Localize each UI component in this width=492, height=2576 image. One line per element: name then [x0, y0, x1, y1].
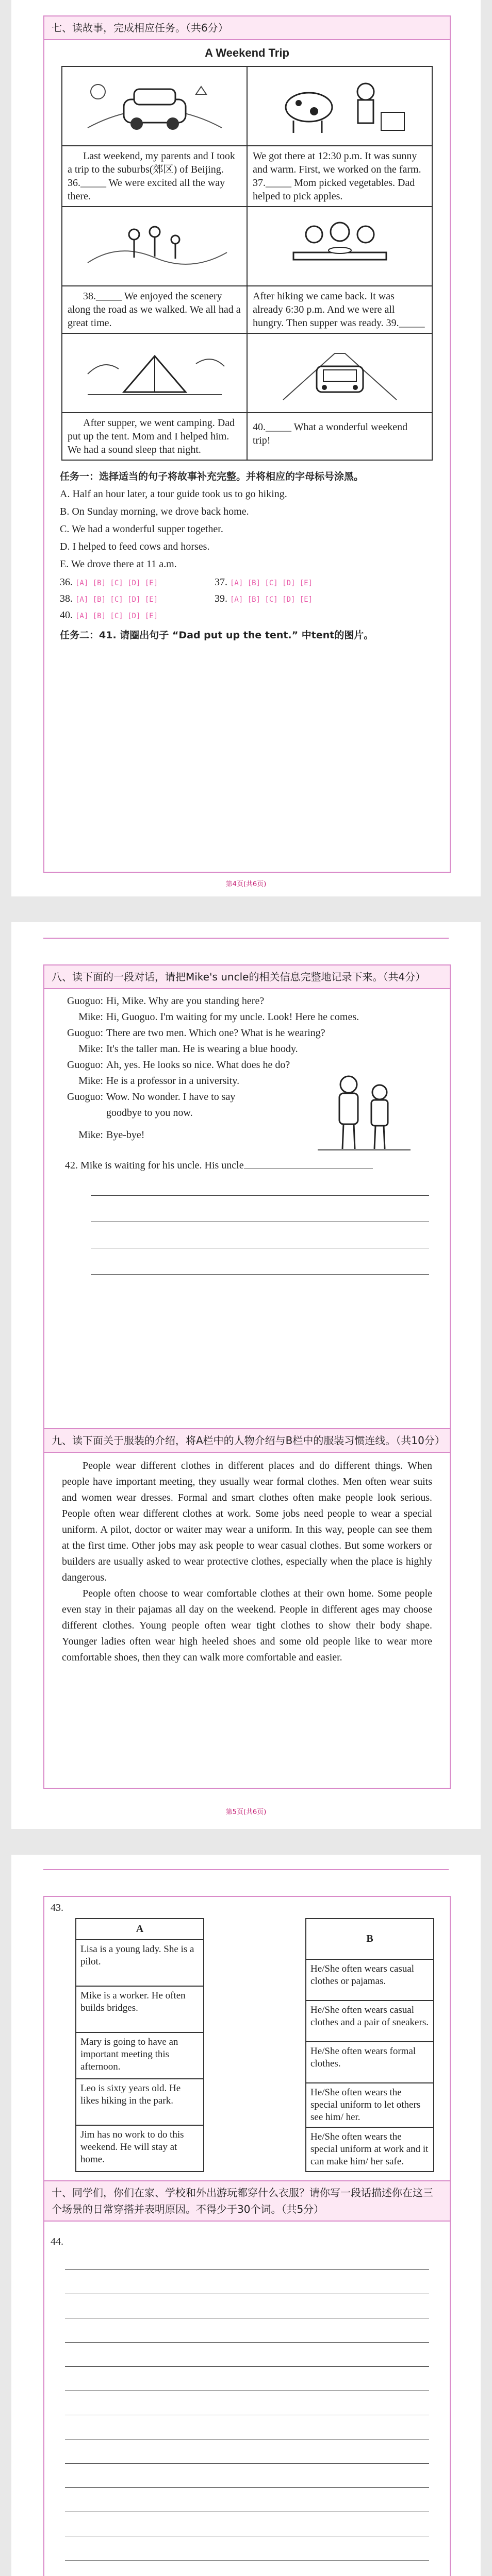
answer-40[interactable]: 40. [A] [B] [C] [D] [E]: [60, 609, 158, 621]
writing-line[interactable]: [65, 2398, 429, 2415]
section-7-frame: [43, 15, 451, 873]
writing-line[interactable]: [65, 2447, 429, 2464]
question-44: 44.: [51, 2236, 63, 2247]
column-b-table: [305, 1918, 434, 2172]
column-b-item[interactable]: He/She often wears the special uniform at work and it can make him/ her safe.: [306, 2127, 434, 2172]
answer-line[interactable]: [91, 1177, 429, 1196]
writing-line[interactable]: [65, 2277, 429, 2294]
column-a-item[interactable]: Jim has no work to do this weekend. He will stay at home.: [76, 2125, 204, 2172]
column-b-item[interactable]: He/She often wears formal clothes.: [306, 2042, 434, 2083]
dialogue-line: Guoguo: There are two men. Which one? What is he wearing?: [67, 1027, 325, 1039]
answer-38[interactable]: 38. [A] [B] [C] [D] [E]: [60, 593, 158, 604]
writing-line[interactable]: [65, 2471, 429, 2488]
answer-37[interactable]: 37. [A] [B] [C] [D] [E]: [215, 577, 313, 588]
top-rule: [43, 1869, 449, 1870]
task-1-title: 任务一：选择适当的句子将故事补充完整。并将相应的字母标号涂黑。: [60, 471, 364, 482]
section-9-title: 九、读下面关于服装的介绍，将A栏中的人物介绍与B栏中的服装习惯连线。（共10分）: [44, 1428, 450, 1453]
page-3: [11, 1855, 481, 2576]
story-cell-4: After hiking we came back. It was already 6:30 p.m. And we were all hungry. Then supper was ready. 39._____: [247, 286, 432, 333]
section-10-title: 十、同学们，你们在家、学校和外出游玩都穿什么衣服？请你写一段话描述你在这三个场景的日常穿搭并表明原因。不得少于30个词。（共5分）: [44, 2180, 450, 2222]
supper-picture: [247, 207, 432, 286]
writing-line[interactable]: [65, 2374, 429, 2391]
dialogue-line: Mike: It's the taller man. He is wearing a blue hoody.: [78, 1043, 298, 1055]
option-b: B. On Sunday morning, we drove back home.: [60, 506, 249, 517]
car-picture: [62, 66, 247, 146]
answer-blank[interactable]: [244, 1158, 373, 1168]
story-table: [61, 66, 433, 461]
writing-line[interactable]: [65, 2326, 429, 2343]
clothes-passage: [44, 1453, 450, 1673]
answer-line[interactable]: [91, 1203, 429, 1222]
tent-picture: [62, 333, 247, 413]
column-b-item[interactable]: He/She often wears the special uniform to let others see him/ her.: [306, 2083, 434, 2127]
two-men-picture: [313, 1066, 416, 1154]
section-8-frame: [43, 964, 451, 1430]
page-1: [11, 0, 481, 896]
option-e: E. We drove there at 11 a.m.: [60, 558, 177, 570]
answer-36[interactable]: 36. [A] [B] [C] [D] [E]: [60, 577, 158, 588]
writing-line[interactable]: [65, 2519, 429, 2536]
writing-line[interactable]: [65, 2350, 429, 2367]
page-number: 第4页(共6页): [225, 880, 267, 888]
writing-line[interactable]: [65, 2568, 429, 2576]
story-cell-2: We got there at 12:30 p.m. It was sunny and warm. First, we worked on the farm. 37._____ Mom picked vegetables. Dad helped to pick apples.: [247, 146, 432, 207]
column-a-item[interactable]: Leo is sixty years old. He likes hiking in the park.: [76, 2079, 204, 2125]
dialogue-line: Guoguo: Hi, Mike. Why are you standing here?: [67, 995, 265, 1007]
dialogue-line: Guoguo: Wow. No wonder. I have to say goodbye to you now.: [67, 1091, 236, 1118]
column-a-item[interactable]: Mary is going to have an important meeting this afternoon.: [76, 2032, 204, 2079]
section-8-title: 八、读下面的一段对话，请把Mike's uncle的相关信息完整地记录下来。（共4分）: [44, 965, 450, 989]
matching-area: [44, 1916, 450, 2172]
page-2: [11, 922, 481, 1829]
paragraph-2: People often choose to wear comfortable clothes at their own home. Some people even stay in their pajamas all day on the weekend. People in different ages may choose different clothes. Young people often wear tight clothes to show their body shape. Younger ladies often wear high heeled shoes and some old people like to wear more comfortable shoes, then they can walk more comfortable and easier.: [62, 1588, 432, 1663]
top-rule: [43, 938, 449, 939]
question-42: 42. Mike is waiting for his uncle. His uncle: [44, 1147, 450, 1177]
column-b-item[interactable]: He/She often wears casual clothes and a pair of sneakers.: [306, 2001, 434, 2042]
hiking-picture: [62, 207, 247, 286]
answer-39[interactable]: 39. [A] [B] [C] [D] [E]: [215, 593, 313, 604]
column-a-item[interactable]: Lisa is a young lady. She is a pilot.: [76, 1940, 204, 1986]
writing-line[interactable]: [65, 2422, 429, 2439]
answer-line[interactable]: [91, 1229, 429, 1248]
dialogue-line: Mike: He is a professor in a university.: [78, 1075, 240, 1087]
writing-area[interactable]: [44, 2253, 450, 2576]
section-9-frame: [43, 1428, 451, 1789]
option-c: C. We had a wonderful supper together.: [60, 523, 223, 535]
column-a-table: [75, 1918, 204, 2172]
option-d: D. I helped to feed cows and horses.: [60, 541, 210, 552]
story-title: A Weekend Trip: [205, 46, 289, 59]
column-b-item[interactable]: He/She often wears casual clothes or pajamas.: [306, 1959, 434, 2001]
story-cell-5: After supper, we went camping. Dad put up the tent. Mom and I helped him. We had a sound sleep that night.: [62, 413, 247, 460]
question-43: 43.: [51, 1902, 63, 1913]
answer-sheet: [60, 575, 434, 623]
page-number: 第5页(共6页): [225, 1808, 267, 1816]
writing-line[interactable]: [65, 2253, 429, 2270]
column-a-header: A: [76, 1919, 204, 1940]
story-cell-1: Last weekend, my parents and I took a trip to the suburbs(郊区) of Beijing. 36._____ We were excited all the way there.: [62, 146, 247, 207]
dialogue-line: Mike: Bye-bye!: [78, 1129, 145, 1141]
writing-line[interactable]: [65, 2495, 429, 2512]
story-cell-3: 38._____ We enjoyed the scenery along the road as we walked. We all had a great time.: [62, 286, 247, 333]
column-a-item[interactable]: Mike is a worker. He often builds bridges.: [76, 1986, 204, 2032]
car-back-picture: [247, 333, 432, 413]
writing-line[interactable]: [65, 2301, 429, 2318]
paragraph-1: People wear different clothes in different places and do different things. When people have important meeting, they usually wear formal clothes. Men often wear suits and women wear dresses. Formal and smart clothes often make people look serious. People often wear different clothes at work. Some jobs need people to wear a special uniform. A pilot, doctor or waiter may wear a uniform. In this way, people can see them at the first time. Other jobs may ask people to wear casual clothes. But some workers or builders are usually asked to wear protective clothes, especially when the place is highly dangerous.: [62, 1460, 432, 1583]
writing-line[interactable]: [65, 2544, 429, 2561]
task-1: [44, 461, 450, 647]
dialogue-line: Mike: Hi, Guoguo. I'm waiting for my uncle. Look! Here he comes.: [78, 1011, 359, 1023]
story-cell-6: 40._____ What a wonderful weekend trip!: [247, 413, 432, 460]
dialogue: [44, 989, 450, 1147]
task-2-title: 任务二：41. 请圈出句子 “Dad put up the tent.” 中tent的图片。: [60, 630, 374, 641]
column-b-header: B: [306, 1919, 434, 1959]
dialogue-line: Guoguo: Ah, yes. He looks so nice. What does he do?: [67, 1059, 290, 1071]
section-9-continued-frame: [43, 1896, 451, 2576]
farm-picture: [247, 66, 432, 146]
option-a: A. Half an hour later, a tour guide took us to go hiking.: [60, 488, 287, 500]
answer-line[interactable]: [91, 1256, 429, 1275]
section-7-title: 七、读故事，完成相应任务。（共6分）: [44, 16, 450, 40]
